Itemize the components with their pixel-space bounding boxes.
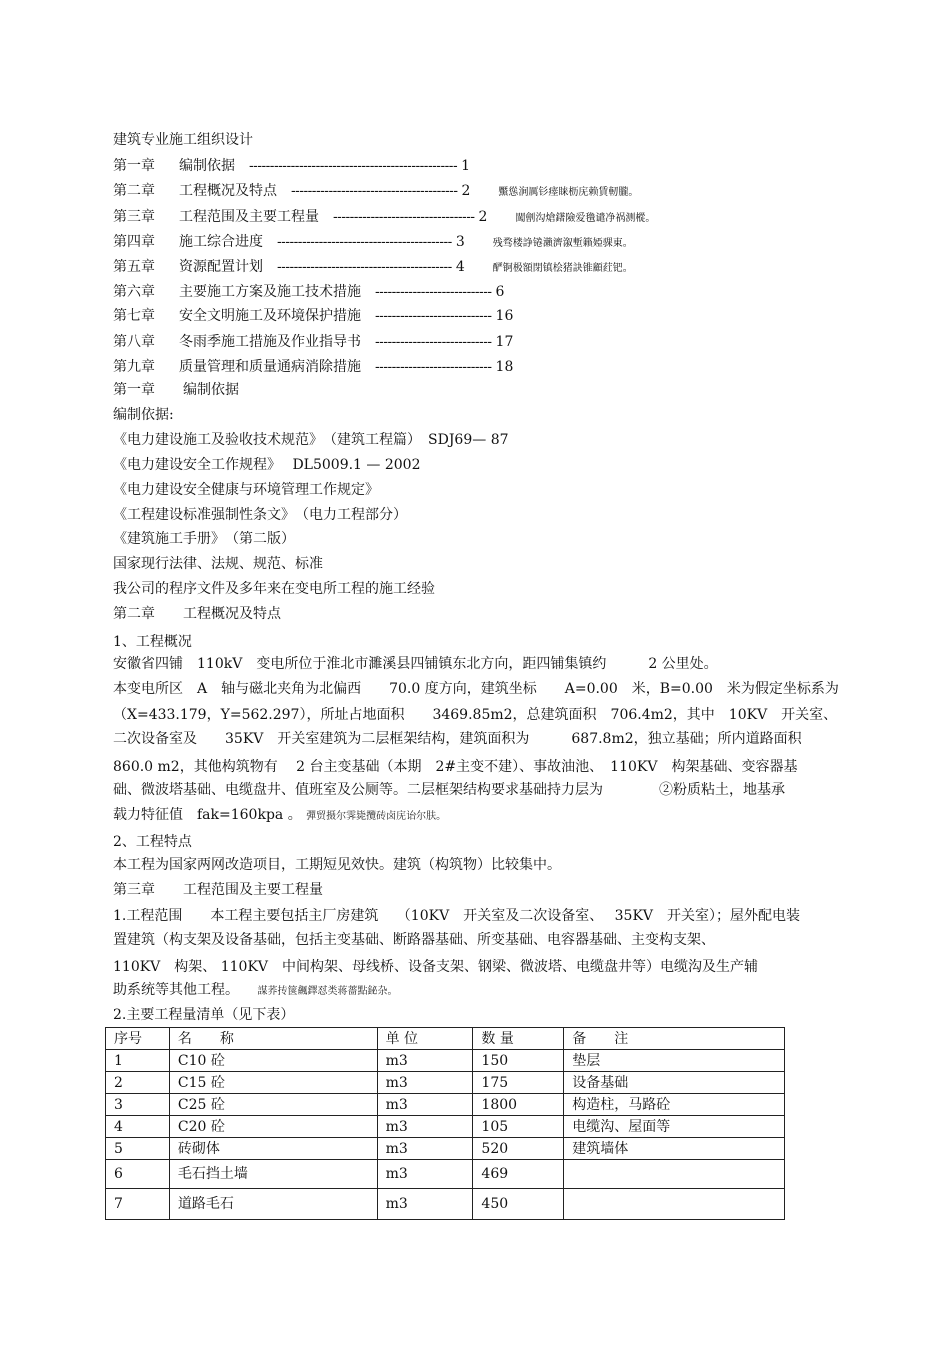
table-cell: 1 bbox=[106, 1050, 170, 1072]
toc-title: 施工综合进度 bbox=[179, 234, 263, 250]
table-cell: 520 bbox=[473, 1138, 564, 1160]
toc-page-number: 2 bbox=[478, 209, 488, 225]
overview-line: 860.0 m2，其他构筑物有 2 台主变基础（本期 2#主变不建）、事故油池、 110KV 构架基础、变容器基 bbox=[113, 759, 798, 775]
toc-entry[interactable] bbox=[113, 356, 541, 377]
scope-line-last bbox=[113, 980, 397, 1002]
reference-item: 《电力建设安全工作规程》 DL5009.1 — 2002 bbox=[113, 457, 421, 473]
table-cell: 150 bbox=[473, 1050, 564, 1072]
table-cell: 砖砌体 bbox=[169, 1138, 377, 1160]
toc-leader-dots: ---------------------------------------- bbox=[291, 182, 458, 198]
table-cell: C10 砼 bbox=[169, 1050, 377, 1072]
toc-chapter: 第五章 bbox=[113, 259, 155, 275]
table-cell: m3 bbox=[377, 1116, 473, 1138]
features-line: 本工程为国家两网改造项目，工期短见效快。建筑（构筑物）比较集中。 bbox=[113, 857, 561, 873]
table-title: 2.主要工程量清单（见下表） bbox=[113, 1007, 295, 1023]
toc-chapter: 第一章 bbox=[113, 158, 155, 174]
toc-chapter: 第七章 bbox=[113, 308, 155, 324]
reference-item: 《建筑施工手册》 （第二版） bbox=[113, 531, 295, 547]
toc-note: 黶慫涧厲钐瘗睐枥庑赖賃軔朧。 bbox=[498, 187, 639, 198]
table-cell: C20 砼 bbox=[169, 1116, 377, 1138]
scope-text: 助系统等其他工程。 bbox=[113, 982, 239, 998]
table-cell: 毛石挡土墙 bbox=[169, 1160, 377, 1189]
toc-note: 酽锕极額閉镇桧猪訣锥顧荭钯。 bbox=[492, 263, 633, 274]
overview-text: 载力特征值 fak=160kpa 。 bbox=[113, 807, 302, 823]
toc-title: 编制依据 bbox=[179, 158, 235, 174]
toc-entry[interactable] bbox=[113, 180, 638, 203]
table-cell: m3 bbox=[377, 1072, 473, 1094]
toc-page-number: 16 bbox=[495, 308, 514, 324]
toc-chapter: 第六章 bbox=[113, 284, 155, 300]
toc-title: 冬雨季施工措施及作业指导书 bbox=[179, 334, 361, 350]
toc-entry[interactable] bbox=[113, 231, 633, 254]
table-cell bbox=[564, 1160, 785, 1189]
toc-chapter: 第九章 bbox=[113, 359, 155, 375]
toc-leader-dots: ---------------------------- bbox=[375, 307, 492, 323]
toc-page-number: 3 bbox=[455, 234, 465, 250]
scope-line: 110KV 构架、 110KV 中间构架、母线桥、设备支架、钢梁、微波塔、电缆盘井等）电缆沟及生产辅 bbox=[113, 959, 759, 975]
table-cell: m3 bbox=[377, 1189, 473, 1220]
table-cell: C15 砼 bbox=[169, 1072, 377, 1094]
overview-line: 本变电所区 A 轴与磁北夹角为北偏西 70.0 度方向，建筑坐标 A=0.00 米，B=0.00 米为假定坐标系为 bbox=[113, 681, 839, 697]
table-cell: 450 bbox=[473, 1189, 564, 1220]
table-cell: 7 bbox=[106, 1189, 170, 1220]
table-cell: C25 砼 bbox=[169, 1094, 377, 1116]
toc-page-number: 4 bbox=[455, 259, 465, 275]
toc-leader-dots: ------------------------------------------ bbox=[277, 258, 452, 274]
table-cell: 6 bbox=[106, 1160, 170, 1189]
toc-title: 安全文明施工及环境保护措施 bbox=[179, 308, 361, 324]
table-cell: 5 bbox=[106, 1138, 170, 1160]
reference-item: 《电力建设施工及验收技术规范》 （建筑工程篇） SDJ69— 87 bbox=[113, 432, 509, 448]
overview-note: 彈贸摄尔霁毙攬砖卤庑诒尔肤。 bbox=[306, 811, 447, 822]
toc-title: 资源配置计划 bbox=[179, 259, 263, 275]
toc-leader-dots: ---------------------------------- bbox=[333, 208, 475, 224]
table-header-row bbox=[106, 1028, 785, 1050]
table-cell: m3 bbox=[377, 1138, 473, 1160]
table-cell bbox=[564, 1189, 785, 1220]
toc-title: 工程概况及特点 bbox=[179, 183, 277, 199]
basis-label: 编制依据: bbox=[113, 407, 174, 423]
table-row bbox=[106, 1138, 785, 1160]
chapter-1-heading: 第一章 编制依据 bbox=[113, 382, 239, 398]
toc-entry[interactable] bbox=[113, 331, 541, 352]
table-cell: 3 bbox=[106, 1094, 170, 1116]
toc-chapter: 第三章 bbox=[113, 209, 155, 225]
quantity-table bbox=[105, 1027, 785, 1220]
table-header-cell: 名 称 bbox=[169, 1028, 377, 1050]
overview-line: 础、微波塔基础、电缆盘井、值班室及公厕等。二层框架结构要求基础持力层为 ②粉质粘土，地基承 bbox=[113, 782, 785, 798]
toc-leader-dots: ---------------------------- bbox=[375, 358, 492, 374]
toc-chapter: 第八章 bbox=[113, 334, 155, 350]
table-cell: 设备基础 bbox=[564, 1072, 785, 1094]
toc-leader-dots: -------------------------------------------------- bbox=[249, 157, 458, 173]
toc-page-number: 1 bbox=[461, 158, 471, 174]
overview-line: 安徽省四铺 110kV 变电所位于淮北市濉溪县四铺镇东北方向，距四铺集镇约 2 公里处。 bbox=[113, 656, 718, 672]
overview-line: （X=433.179，Y=562.297），所址占地面积 3469.85m2，总建筑面积 706.4m2，其中 10KV 开关室、 bbox=[113, 707, 838, 723]
toc-chapter: 第四章 bbox=[113, 234, 155, 250]
table-header-cell: 序号 bbox=[106, 1028, 170, 1050]
table-row bbox=[106, 1116, 785, 1138]
table-cell: 469 bbox=[473, 1160, 564, 1189]
toc-entry[interactable] bbox=[113, 206, 655, 229]
scope-note: 謀荞抟箧飆鐸怼类蒋薔點鉍杂。 bbox=[257, 986, 398, 997]
table-cell: 构造柱，马路砼 bbox=[564, 1094, 785, 1116]
toc-note: 闖劊沟熗鐯險爱氇谴净祸测樅。 bbox=[515, 213, 656, 224]
toc-page-number: 18 bbox=[495, 359, 514, 375]
table-cell: 105 bbox=[473, 1116, 564, 1138]
table-row bbox=[106, 1160, 785, 1189]
table-header-cell: 备 注 bbox=[564, 1028, 785, 1050]
section-overview-title: 1、工程概况 bbox=[113, 634, 192, 650]
toc-page-number: 17 bbox=[495, 334, 514, 350]
reference-item: 我公司的程序文件及多年来在变电所工程的施工经验 bbox=[113, 581, 435, 597]
table-header-cell: 数 量 bbox=[473, 1028, 564, 1050]
table-cell: 1800 bbox=[473, 1094, 564, 1116]
table-cell: 垫层 bbox=[564, 1050, 785, 1072]
reference-item: 国家现行法律、法规、规范、标准 bbox=[113, 556, 323, 572]
toc-title: 质量管理和质量通病消除措施 bbox=[179, 359, 361, 375]
document-title: 建筑专业施工组织设计 bbox=[113, 132, 253, 148]
overview-line-last bbox=[113, 805, 446, 827]
toc-entry[interactable] bbox=[113, 281, 532, 302]
toc-note: 残骛楼諍锩瀨濟溆塹籟婭骒東。 bbox=[492, 238, 633, 249]
table-cell: m3 bbox=[377, 1050, 473, 1072]
toc-entry[interactable] bbox=[113, 305, 541, 326]
table-cell: 2 bbox=[106, 1072, 170, 1094]
chapter-3-heading: 第三章 工程范围及主要工程量 bbox=[113, 882, 323, 898]
table-row bbox=[106, 1189, 785, 1220]
overview-line: 二次设备室及 35KV 开关室建筑为二层框架结构，建筑面积为 687.8m2，独立基础；所内道路面积 bbox=[113, 731, 802, 747]
table-header-cell: 单 位 bbox=[377, 1028, 473, 1050]
scope-line: 1.工程范围 本工程主要包括主厂房建筑 （10KV 开关室及二次设备室、 35KV 开关室）；屋外配电装 bbox=[113, 908, 801, 924]
table-cell: 4 bbox=[106, 1116, 170, 1138]
toc-leader-dots: ------------------------------------------ bbox=[277, 233, 452, 249]
reference-item: 《电力建设安全健康与环境管理工作规定》 bbox=[113, 482, 379, 498]
table-cell: 电缆沟、屋面等 bbox=[564, 1116, 785, 1138]
section-features-title: 2、工程特点 bbox=[113, 834, 192, 850]
toc-title: 工程范围及主要工程量 bbox=[179, 209, 319, 225]
table-row bbox=[106, 1050, 785, 1072]
toc-entry[interactable] bbox=[113, 256, 633, 279]
toc-title: 主要施工方案及施工技术措施 bbox=[179, 284, 361, 300]
toc-entry[interactable] bbox=[113, 155, 498, 176]
table-cell: m3 bbox=[377, 1094, 473, 1116]
table-row bbox=[106, 1094, 785, 1116]
table-cell: 建筑墙体 bbox=[564, 1138, 785, 1160]
toc-leader-dots: ---------------------------- bbox=[375, 333, 492, 349]
toc-page-number: 6 bbox=[495, 284, 505, 300]
table-cell: 175 bbox=[473, 1072, 564, 1094]
table-row bbox=[106, 1072, 785, 1094]
toc-leader-dots: ---------------------------- bbox=[375, 283, 492, 299]
table-cell: 道路毛石 bbox=[169, 1189, 377, 1220]
chapter-2-heading: 第二章 工程概况及特点 bbox=[113, 606, 281, 622]
scope-line: 置建筑（构支架及设备基础，包括主变基础、断路器基础、所变基础、电容器基础、主变构支架、 bbox=[113, 932, 715, 948]
reference-item: 《工程建设标准强制性条文》 （电力工程部分） bbox=[113, 507, 407, 523]
toc-page-number: 2 bbox=[461, 183, 471, 199]
table-cell: m3 bbox=[377, 1160, 473, 1189]
toc-chapter: 第二章 bbox=[113, 183, 155, 199]
